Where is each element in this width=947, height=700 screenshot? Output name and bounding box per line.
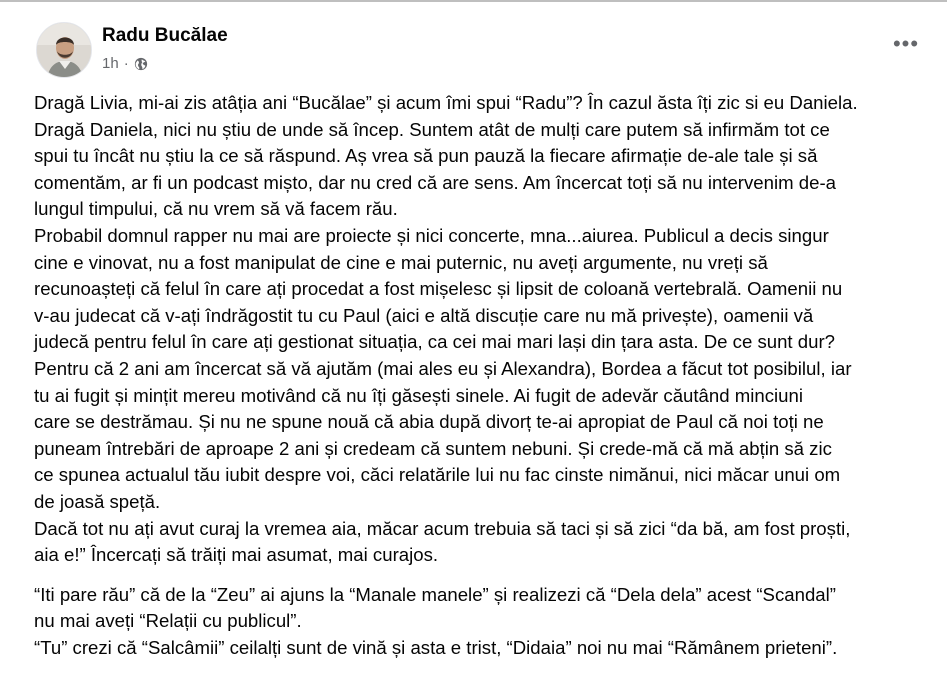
post-text-line: care se destrămau. Și nu ne spune nouă că abia după divorț te-ai apropiat de Paul că noi toți ne — [34, 411, 824, 433]
post-text-line: judecă pentru felul în care ați gestionat situația, ca cei mai mari lași din țara asta. De ce sunt dur? — [34, 331, 835, 353]
post-header — [36, 22, 920, 82]
post-text-line: Dacă tot nu ați avut curaj la vremea aia, măcar acum trebuia să taci și să zici “da bă, am fost proști, — [34, 517, 851, 539]
post-text-line: Probabil domnul rapper nu mai are proiecte și nici concerte, mna...aiurea. Publicul a decis singur — [34, 224, 829, 246]
profile-photo — [37, 23, 92, 78]
post-meta: 1h · — [102, 55, 148, 72]
post-timestamp[interactable]: 1h — [102, 55, 119, 72]
post-text-line: nu mai aveți “Relații cu publicul”. — [34, 610, 302, 632]
avatar[interactable] — [36, 22, 92, 78]
post-text-line: spui tu încât nu știu la ce să răspund. Aș vrea să pun pauză la fiecare afirmație de-ale tale și să — [34, 145, 818, 167]
post-text-line: “Tu” crezi că “Salcâmii” ceilalți sunt de vină și asta e trist, “Didaia” noi nu mai “Rămânem prieteni”. — [34, 636, 838, 658]
post-text-line: de joasă speță. — [34, 490, 161, 512]
post-text-line: ce spunea actualul tău iubit despre voi, căci relatările lui nu fac cinste nimănui, nici măcar unui om — [34, 464, 841, 486]
post-paragraph-2 — [34, 582, 938, 662]
post-text-line: tu ai fugit și mințit mereu motivând că nu îți găsești sinele. Ai fugit de adevăr căutând minciuni — [34, 384, 803, 406]
post-text-line: lungul timpului, că nu vrem să vă facem rău. — [34, 198, 398, 220]
post-text-line: recunoașteți că felul în care ați procedat a fost mișelesc și lipsit de coloană vertebrală. Oamenii nu — [34, 278, 843, 300]
globe-icon[interactable] — [134, 57, 148, 71]
post-text-line: aia e!” Încercați să trăiți mai asumat, mai curajos. — [34, 544, 439, 566]
post-text-line: Dragă Daniela, nici nu știu de unde să încep. Suntem atât de mulți care putem să infirmăm tot ce — [34, 118, 830, 140]
more-options-icon: ••• — [892, 31, 920, 56]
post-text-line: comentăm, ar fi un podcast mișto, dar nu cred că are sens. Am încercat toți să nu intervenim de-a — [34, 171, 836, 193]
post-paragraph-1 — [34, 90, 938, 569]
post-text-line: Dragă Livia, mi-ai zis atâția ani “Bucălae” și acum îmi spui “Radu”? În cazul ăsta îți zic si eu Daniela. — [34, 92, 858, 113]
more-options-button[interactable] — [890, 32, 922, 56]
post-text-line: puneam întrebări de aproape 2 ani și credeam că suntem nebuni. Și crede-mă că mă abțin să zic — [34, 437, 832, 459]
post-text-line: cine e vinovat, nu a fost manipulat de cine e mai puternic, nu aveți argumente, nu vreți să — [34, 251, 768, 273]
post-text-line: v-au judecat că v-ați îndrăgostit tu cu Paul (aici e altă discuție care nu mă privește), oamenii vă — [34, 304, 814, 326]
post-text-line: Pentru că 2 ani am încercat să vă ajutăm (mai ales eu și Alexandra), Bordea a făcut tot posibilul, iar — [34, 357, 852, 379]
paragraph-spacer — [34, 569, 938, 582]
author-name[interactable]: Radu Bucălae — [102, 25, 228, 46]
post-text — [34, 90, 938, 661]
top-divider — [0, 0, 947, 2]
post-text-line: “Iti pare rău” că de la “Zeu” ai ajuns la “Manale manele” și realizezi că “Dela dela” acest “Scandal” — [34, 583, 836, 605]
